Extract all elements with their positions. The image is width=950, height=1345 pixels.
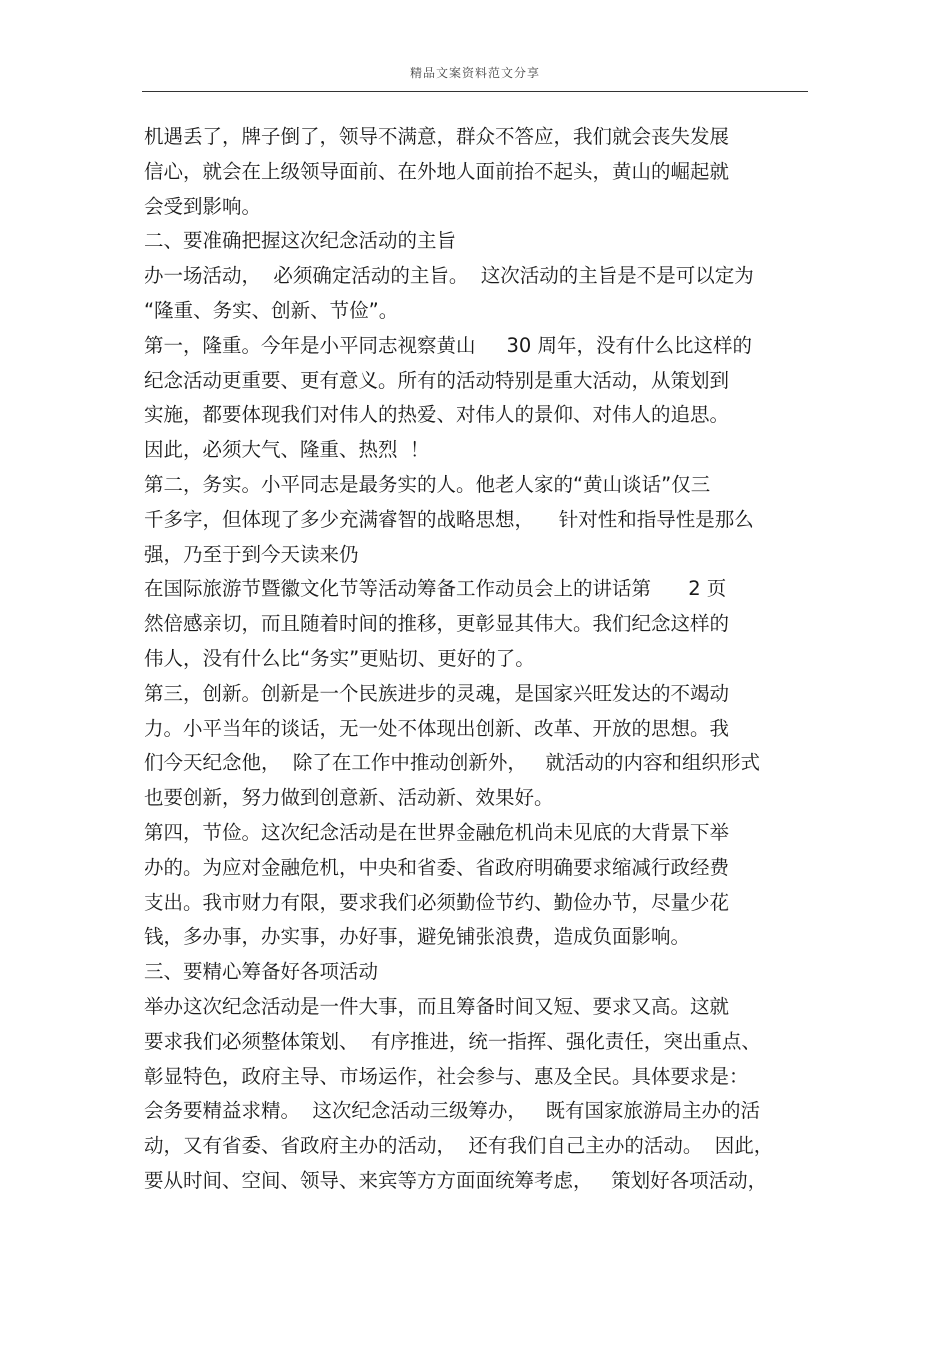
text-line: 然倍感亲切，而且随着时间的推移，更彰显其伟大。我们纪念这样的 (144, 612, 730, 636)
text-line: 第四，节俭。这次纪念活动是在世界金融危机尚未见底的大背景下举 (144, 820, 730, 844)
text-line: 第三，创新。创新是一个民族进步的灵魂，是国家兴旺发达的不竭动 (144, 681, 730, 705)
section-heading: 三、要精心筹备好各项活动 (144, 960, 379, 984)
text-line: 力。小平当年的谈话，无一处不体现出创新、改革、开放的思想。我 (144, 716, 730, 740)
text-line: 机遇丢了，牌子倒了，领导不满意，群众不答应，我们就会丧失发展 (144, 125, 730, 148)
text-line: 们今天纪念他， 除了在工作中推动创新外， 就活动的内容和组织形式 (144, 751, 760, 775)
text-line: 支出。我市财力有限，要求我们必须勤俭节约、勤俭办节，尽量少花 (144, 890, 730, 914)
document-body (144, 120, 804, 1199)
header-divider (142, 91, 808, 92)
text-line: 办一场活动， 必须确定活动的主旨。 这次活动的主旨是不是可以定为 (144, 264, 754, 288)
text-line: 因此，必须大气、隆重、热烈 ！ (144, 438, 430, 462)
text-line: 伟人，没有什么比“务实”更贴切、更好的了。 (144, 646, 535, 670)
text-line: 纪念活动更重要、更有意义。所有的活动特别是重大活动，从策划到 (144, 368, 730, 392)
page-header-title: 精品文案资料范文分享 (409, 66, 540, 80)
text-line: 也要创新，努力做到创意新、活动新、效果好。 (144, 786, 554, 810)
text-line: 第二，务实。小平同志是最务实的人。他老人家的“黄山谈话”仅三 (144, 472, 711, 496)
text-line: 会受到影响。 (144, 194, 262, 218)
text-line: “隆重、务实、创新、节俭”。 (144, 298, 399, 322)
text-line: 会务要精益求精。 这次纪念活动三级筹办， 既有国家旅游局主办的活 (144, 1099, 760, 1123)
text-line: 要求我们必须整体策划、 有序推进，统一指挥、强化责任，突出重点、 (144, 1029, 761, 1053)
text-line: 办的。为应对金融危机，中央和省委、省政府明确要求缩减行政经费 (144, 855, 730, 879)
text-line: 钱，多办事，办实事，办好事，避免铺张浪费，造成负面影响。 (144, 925, 691, 949)
text-line: 千多字，但体现了多少充满睿智的战略思想， 针对性和指导性是那么 (144, 507, 754, 531)
text-line: 第一，隆重。今年是小平同志视察黄山 30 周年，没有什么比这样的 (144, 333, 753, 357)
text-line: 动，又有省委、省政府主办的活动， 还有我们自己主办的活动。 因此， (144, 1134, 774, 1158)
text-line: 信心，就会在上级领导面前、在外地人面前抬不起头，黄山的崛起就 (144, 159, 730, 183)
text-line: 实施，都要体现我们对伟人的热爱、对伟人的景仰、对伟人的追思。 (144, 403, 730, 427)
text-line: 举办这次纪念活动是一件大事，而且筹备时间又短、要求又高。这就 (144, 994, 730, 1018)
text-line: 强，乃至于到今天读来仍 (144, 542, 359, 566)
page-footer-line: 在国际旅游节暨徽文化节等活动筹备工作动员会上的讲话第 2 页 (144, 577, 727, 601)
text-line: 要从时间、空间、领导、来宾等方方面面统筹考虑， 策划好各项活动， (144, 1168, 768, 1192)
text-line: 彰显特色，政府主导、市场运作，社会参与、惠及全民。具体要求是： (144, 1064, 749, 1088)
section-heading: 二、要准确把握这次纪念活动的主旨 (144, 229, 457, 253)
